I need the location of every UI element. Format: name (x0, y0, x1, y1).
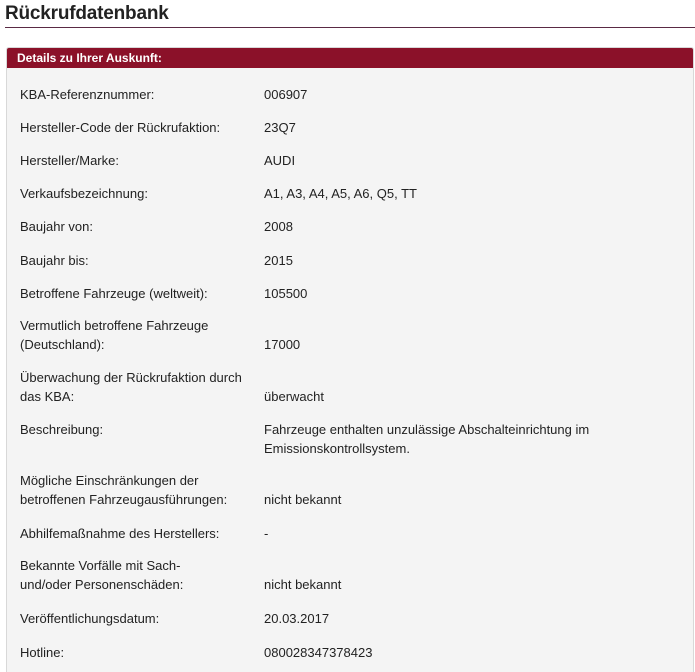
detail-value: 2015 (264, 253, 293, 268)
page-title: Rückrufdatenbank (5, 3, 169, 24)
details-panel (6, 47, 694, 672)
detail-label: Baujahr bis: (20, 253, 89, 268)
detail-value: 006907 (264, 87, 308, 102)
detail-label: Hotline: (20, 645, 65, 660)
detail-value: - (264, 526, 269, 541)
detail-label: Abhilfemaßnahme des Herstellers: (20, 526, 220, 541)
detail-label: KBA-Referenznummer: (20, 87, 155, 102)
detail-label: Hersteller-Code der Rückrufaktion: (20, 120, 221, 135)
detail-label: Bekannte Vorfälle mit Sach- und/oder Personenschäden: (20, 558, 184, 592)
detail-label: Überwachung der Rückrufaktion durch das KBA: (20, 370, 242, 404)
detail-value: überwacht (264, 389, 324, 404)
detail-value: 105500 (264, 286, 308, 301)
detail-value: 23Q7 (264, 120, 296, 135)
detail-value: nicht bekannt (264, 577, 342, 592)
detail-value: Fahrzeuge enthalten unzulässige Abschalteinrichtung im Emissionskontrollsystem. (264, 422, 590, 456)
detail-label: Verkaufsbezeichnung: (20, 186, 148, 201)
detail-label: Baujahr von: (20, 219, 93, 234)
detail-label: Veröffentlichungsdatum: (20, 611, 160, 626)
detail-value: 20.03.2017 (264, 611, 330, 626)
detail-label: Betroffene Fahrzeuge (weltweit): (20, 286, 208, 301)
detail-label: Mögliche Einschränkungen der betroffenen Fahrzeugausführungen: (20, 473, 228, 507)
detail-value: A1, A3, A4, A5, A6, Q5, TT (264, 186, 417, 201)
title-divider (5, 27, 695, 28)
detail-value: nicht bekannt (264, 492, 342, 507)
detail-value: 17000 (264, 337, 301, 352)
detail-label: Beschreibung: (20, 422, 104, 437)
detail-label: Vermutlich betroffene Fahrzeuge (Deutschland): (20, 318, 209, 352)
detail-value: 080028347378423 (264, 645, 373, 660)
detail-value: AUDI (264, 153, 296, 168)
detail-label: Hersteller/Marke: (20, 153, 119, 168)
details-panel-header: Details zu Ihrer Auskunft: (7, 48, 693, 68)
detail-value: 2008 (264, 219, 293, 234)
